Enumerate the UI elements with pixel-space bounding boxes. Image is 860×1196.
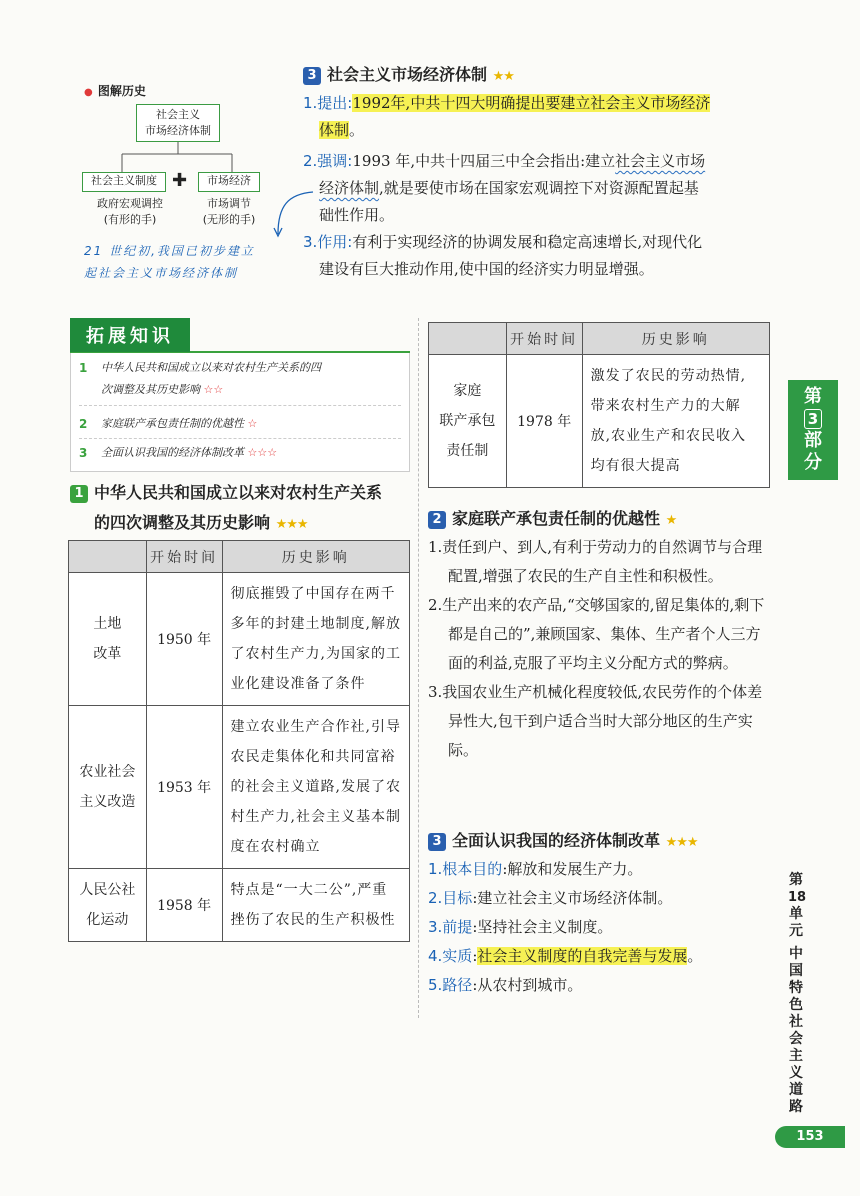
section3-p1: 1.提出:1992年,中共十四大明确提出要建立社会主义市场经济	[303, 94, 711, 112]
stars-icon: ★★	[492, 69, 514, 84]
extension-tab: 拓展知识	[70, 318, 190, 352]
list-item: 5.路径:从农村到城市。	[428, 976, 583, 994]
diagram-top-box: 社会主义 市场经济体制	[136, 104, 220, 142]
header-impact: 历史影响	[222, 541, 409, 573]
ext-item-3: 3 全面认识我国的经济体制改革 ☆☆☆	[79, 446, 278, 460]
section3-p3: 3.作用:有利于实现经济的协调发展和稳定高速增长,对现代化	[303, 233, 703, 251]
table-row: 土地 改革 1950 年 彻底摧毁了中国存在两千多年的封建土地制度,解放了农村生产力,为国家的工业化建设准备了条件	[69, 573, 410, 706]
diagram-right-box: 市场经济	[198, 172, 260, 192]
list-item: 1.责任到户、到人,有利于劳动力的自然调节与合理配置,增强了农民的生产自主性和积极性。	[428, 538, 763, 585]
ext-item-1: 1 中华人民共和国成立以来对农村生产关系的四 次调整及其历史影响 ☆☆	[79, 361, 321, 396]
section3-p2: 2.强调:1993 年,中共十四届三中全会指出:建立社会主义市场	[303, 152, 706, 170]
table-row: 人民公社 化运动 1958 年 特点是“一大二公”,严重挫伤了农民的生产积极性	[69, 869, 410, 942]
section3-number: 3	[303, 67, 321, 85]
section1-heading: 1 中华人民共和国成立以来对农村生产关系 的四次调整及其历史影响 ★★★	[70, 478, 415, 540]
stars-icon: ★★★	[665, 835, 698, 850]
diagram-label: ● 图解历史	[84, 84, 146, 98]
table-row: 家庭 联产承包 责任制 1978 年 激发了农民的劳动热情,带来农村生产力的大解放,农业生产和农民收入均有很大提高	[429, 355, 770, 488]
list-item: 3.前提:坚持社会主义制度。	[428, 918, 613, 936]
list-item: 1.根本目的:解放和发展生产力。	[428, 860, 643, 878]
section2	[428, 506, 773, 765]
part-tab: 第 3 部 分	[788, 380, 838, 480]
diagram-right-desc: 市场调节 (无形的手)	[202, 197, 256, 226]
unit-title: 中国特色社会主义道路	[789, 946, 803, 1115]
section2-heading: 2 家庭联产承包责任制的优越性 ★	[428, 506, 773, 529]
page-number: 153	[775, 1126, 845, 1148]
list-item: 4.实质:社会主义制度的自我完善与发展。	[428, 947, 703, 965]
diagram-left-desc: 政府宏观调控 (有形的手)	[97, 197, 163, 226]
section3-body: 1.提出:1992年,中共十四大明确提出要建立社会主义市场经济 体制。 2.强调:1993 年,中共十四届三中全会指出:建立社会主义市场 经济体制,就是要使市场在国家宏观调控下对资源配置起基 础性作用。 3.作用:有利于实现经济的协调发展和稳定高速增长,对现代化 建设有巨大推动作用,使中国的经济实力明显增强。	[303, 90, 783, 283]
ext-item-2: 2 家庭联产承包责任制的优越性 ☆	[79, 417, 258, 431]
stars-icon: ★	[665, 513, 677, 528]
unit-number: 第 18 单 元	[788, 872, 807, 939]
table-household-contract	[428, 322, 770, 488]
header-start-time: 开始时间	[146, 541, 222, 573]
diagram-left-box: 社会主义制度	[82, 172, 166, 192]
table-header-row: 开始时间 历史影响	[429, 323, 770, 355]
column-divider	[418, 318, 419, 1018]
table-land-reforms	[68, 540, 410, 942]
list-item: 3.我国农业生产机械化程度较低,农民劳作的个体差异性大,包干到户适合当时大部分地区的生产实际。	[428, 683, 763, 759]
list-item: 2.生产出来的农产品,“交够国家的,留足集体的,剩下都是自己的”,兼顾国家、集体、生产者个人三方面的利益,克服了平均主义分配方式的弊病。	[428, 596, 765, 672]
section3-heading: 3 社会主义市场经济体制 ★★	[303, 62, 514, 85]
handwritten-note: 21 世纪初,我国已初步建立 起社会主义市场经济体制	[84, 244, 255, 280]
plus-icon: ✚	[172, 170, 188, 191]
extension-box	[70, 318, 410, 464]
stars-icon: ★★★	[275, 517, 308, 532]
table-row: 农业社会 主义改造 1953 年 建立农业生产合作社,引导农民走集体化和共同富裕的社会主义道路,发展了农村生产力,社会主义基本制度在农村确立	[69, 706, 410, 869]
table-header-row	[69, 541, 410, 573]
section3b-heading: 3 全面认识我国的经济体制改革 ★★★	[428, 828, 773, 851]
section3b	[428, 828, 773, 1000]
list-item: 2.目标:建立社会主义市场经济体制。	[428, 889, 673, 907]
